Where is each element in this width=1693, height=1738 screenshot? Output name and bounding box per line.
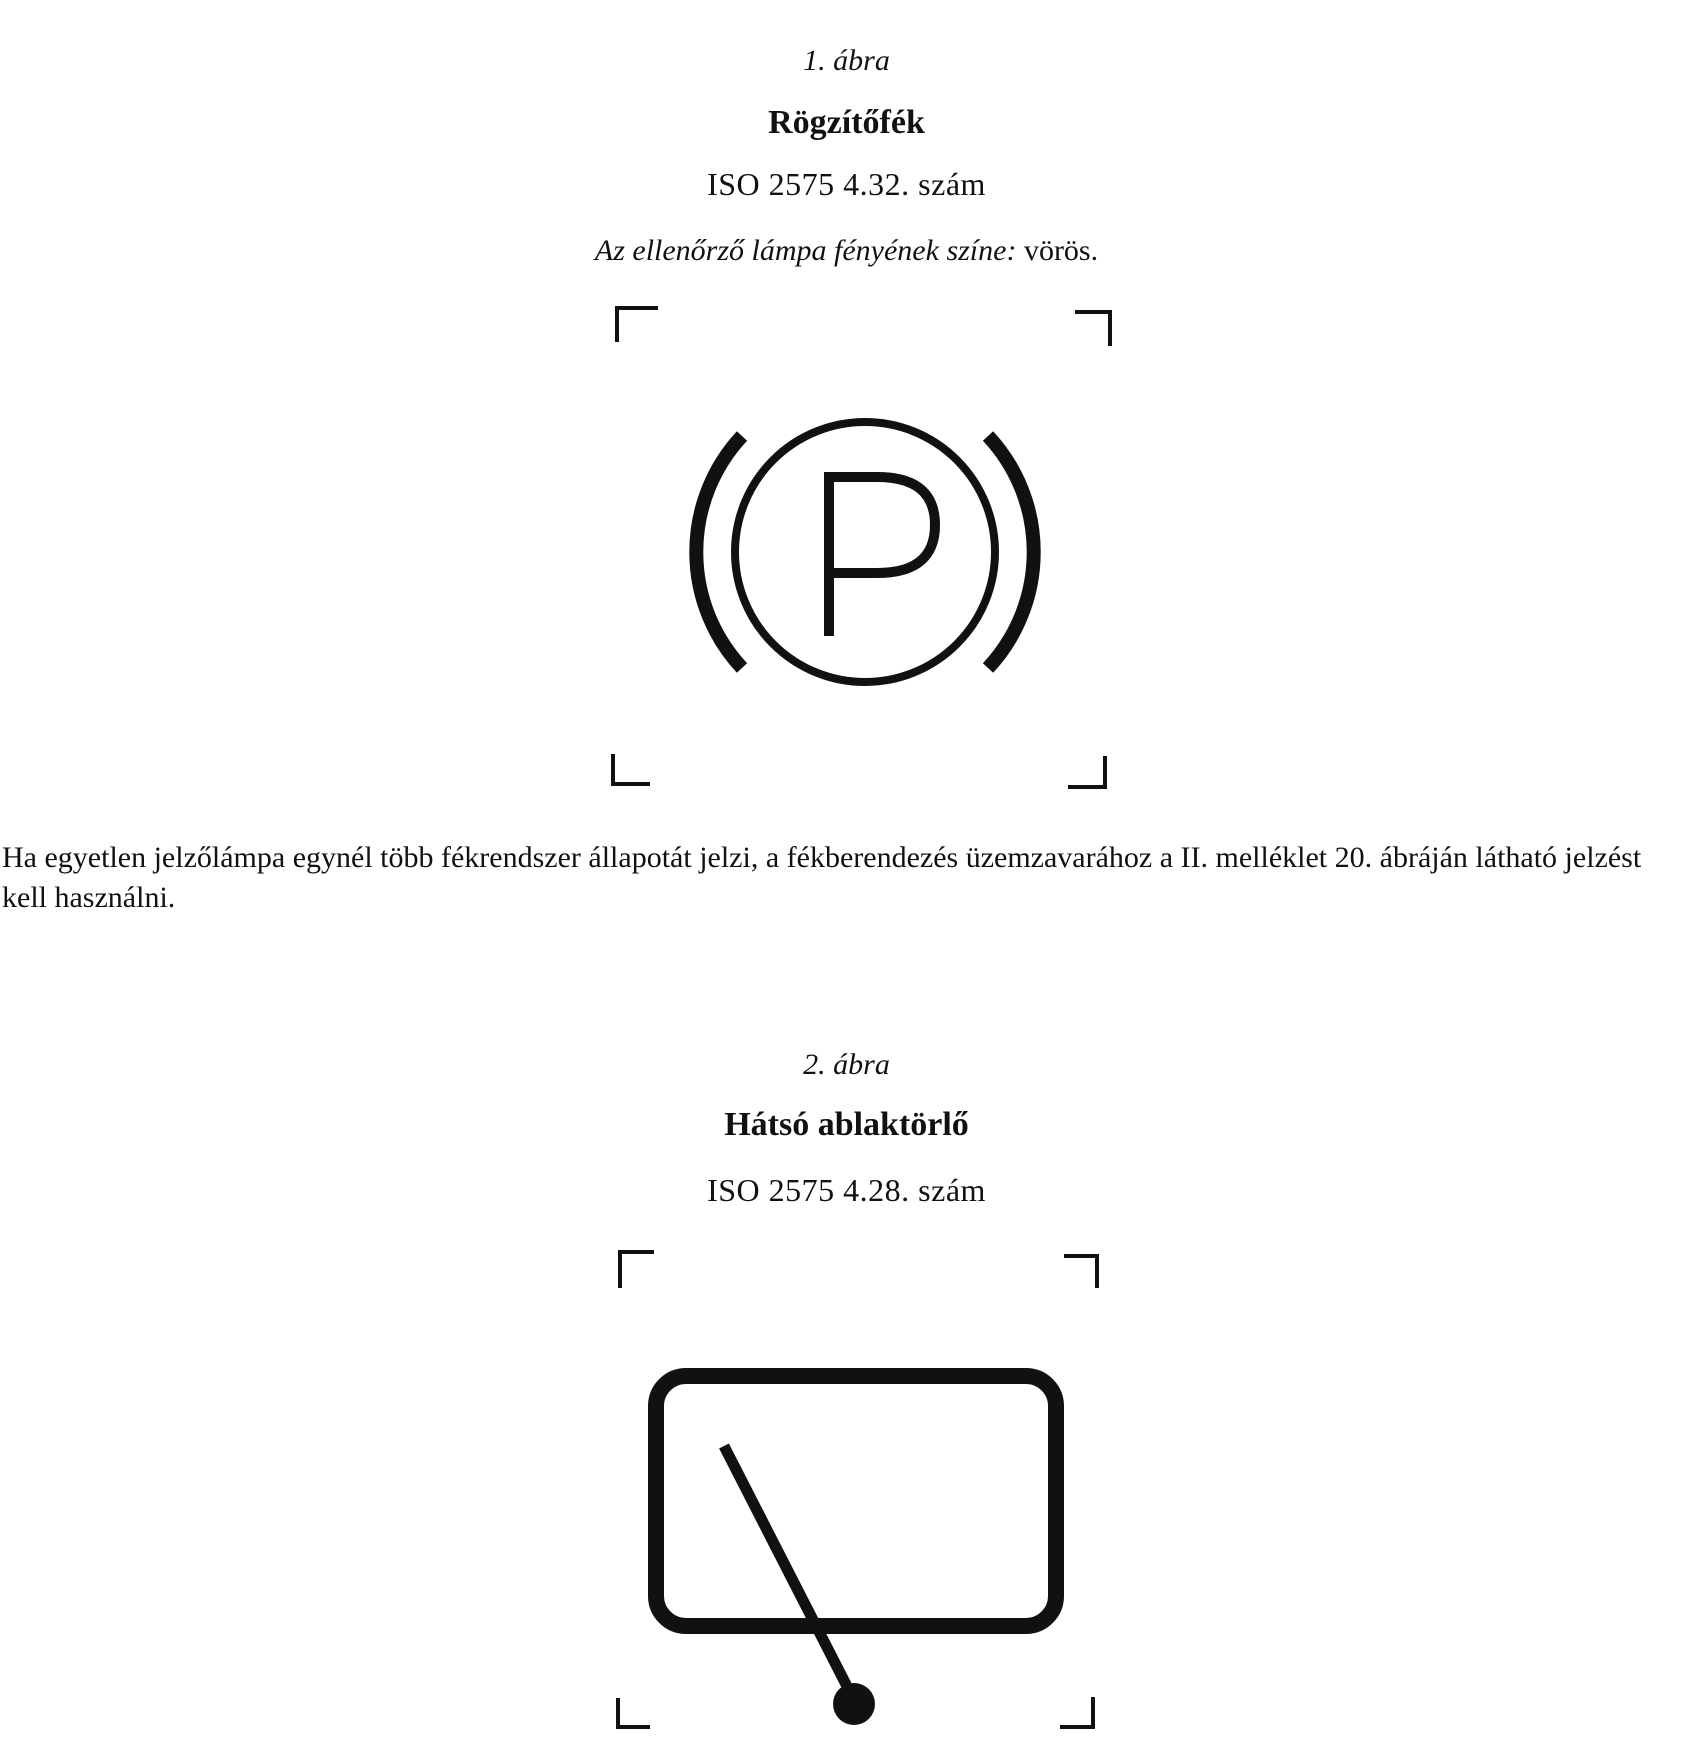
parking-letter-p xyxy=(829,477,935,636)
color-note-value: vörös. xyxy=(1023,234,1099,267)
figure-1-title: Rögzítőfék xyxy=(768,104,925,141)
figure-2-frame xyxy=(0,1240,1693,1738)
figure-1-iso: ISO 2575 4.32. szám xyxy=(707,166,986,202)
rear-window-outline xyxy=(656,1376,1056,1626)
figure-1-label: 1. ábra xyxy=(803,44,890,77)
corner-bottom-left xyxy=(618,1698,650,1727)
figure-1-color-note xyxy=(0,234,1693,268)
figure-1-frame xyxy=(0,290,1693,810)
corner-top-left xyxy=(617,308,658,342)
figure-2-label: 2. ábra xyxy=(803,1048,890,1081)
wiper-arm xyxy=(724,1446,854,1700)
body-paragraph: Ha egyetlen jelzőlámpa egynél több fékrendszer állapotát jelzi, a fékberendezés üzemzavarához a II. melléklet 20. ábráján látható jelzést kell használni. xyxy=(2,841,1642,914)
corner-top-left xyxy=(620,1252,654,1288)
color-note-label: Az ellenőrző lámpa fényének színe: xyxy=(594,234,1017,267)
figure-2-iso: ISO 2575 4.28. szám xyxy=(707,1172,986,1208)
corner-bottom-left xyxy=(613,754,650,784)
wiper-pivot xyxy=(833,1683,875,1725)
corner-top-right xyxy=(1075,312,1110,346)
corner-bottom-right xyxy=(1060,1697,1093,1727)
figure-2-title: Hátsó ablaktörlő xyxy=(724,1106,969,1143)
corner-top-right xyxy=(1064,1256,1097,1288)
corner-bottom-right xyxy=(1068,756,1105,787)
frame-corners xyxy=(618,1252,1097,1727)
parking-brake-icon xyxy=(696,422,1033,682)
parking-brake-circle xyxy=(735,422,995,682)
rear-wiper-icon xyxy=(656,1376,1056,1725)
